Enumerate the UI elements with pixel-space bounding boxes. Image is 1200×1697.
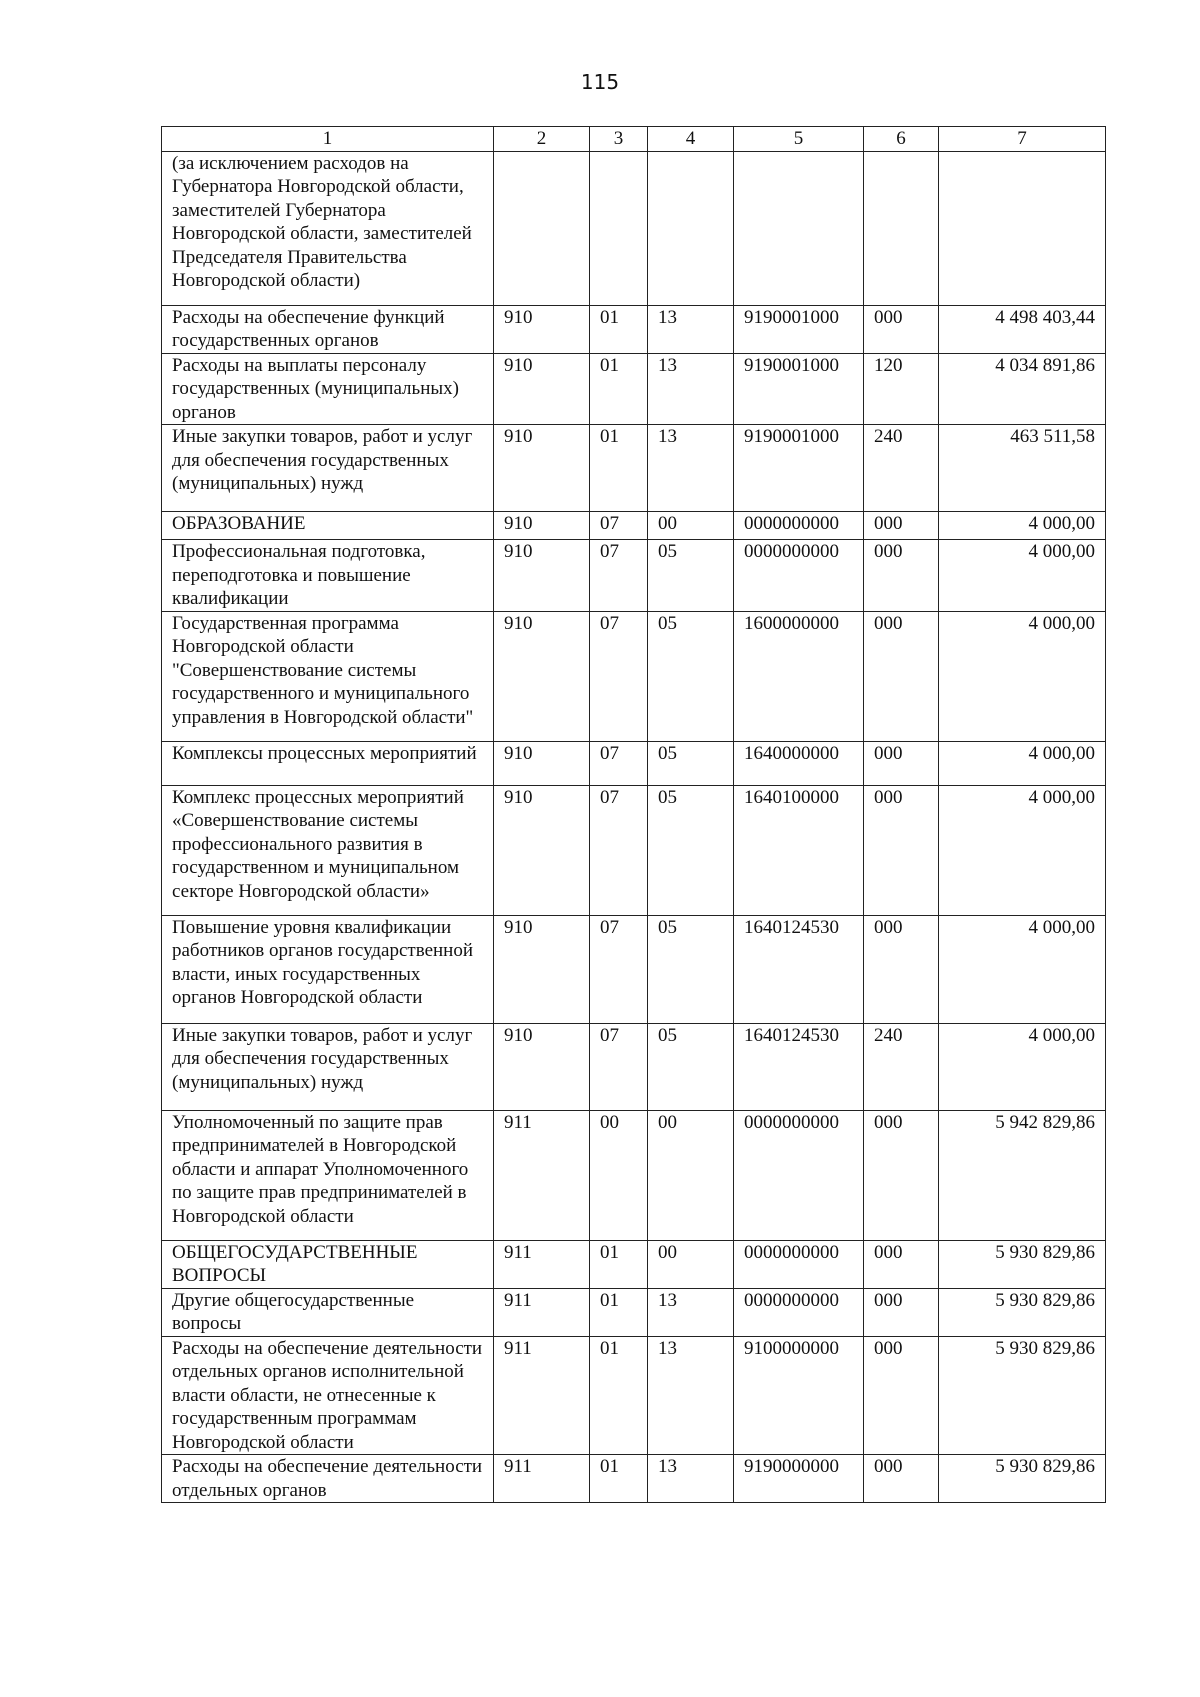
section-code-cell: 01 bbox=[590, 1288, 648, 1336]
grbs-code-cell: 911 bbox=[494, 1288, 590, 1336]
section-code-cell: 01 bbox=[590, 425, 648, 512]
table-row bbox=[162, 1110, 1106, 1240]
expense-type-cell: 120 bbox=[864, 353, 939, 425]
target-article-cell: 9190001000 bbox=[734, 353, 864, 425]
section-code-cell: 07 bbox=[590, 741, 648, 785]
amount-cell: 4 000,00 bbox=[939, 1023, 1106, 1110]
subsection-code-cell: 13 bbox=[648, 1288, 734, 1336]
expense-type-cell: 240 bbox=[864, 425, 939, 512]
grbs-code-cell: 910 bbox=[494, 353, 590, 425]
grbs-code-cell: 910 bbox=[494, 1023, 590, 1110]
table-row bbox=[162, 741, 1106, 785]
expense-type-cell: 000 bbox=[864, 915, 939, 1023]
target-article-cell: 0000000000 bbox=[734, 540, 864, 612]
header-cell-4: 4 bbox=[648, 127, 734, 152]
subsection-code-cell: 05 bbox=[648, 741, 734, 785]
subsection-code-cell: 05 bbox=[648, 1023, 734, 1110]
expense-name-cell: Комплекс процессных мероприятий «Совершенствование системы профессионального развития в государственном и муниципальном секторе Новгородской области» bbox=[162, 785, 494, 915]
target-article-cell: 9190001000 bbox=[734, 425, 864, 512]
section-code-cell: 01 bbox=[590, 1240, 648, 1288]
section-code-cell: 01 bbox=[590, 305, 648, 353]
section-code-cell: 01 bbox=[590, 1455, 648, 1503]
table-row bbox=[162, 151, 1106, 305]
expense-name-cell: Уполномоченный по защите прав предпринимателей в Новгородской области и аппарат Уполномоченного по защите прав предпринимателей в Новгородской области bbox=[162, 1110, 494, 1240]
amount-cell: 5 930 829,86 bbox=[939, 1288, 1106, 1336]
subsection-code-cell: 13 bbox=[648, 1455, 734, 1503]
page-number: 115 bbox=[580, 70, 620, 94]
grbs-code-cell: 910 bbox=[494, 741, 590, 785]
target-article-cell: 1600000000 bbox=[734, 611, 864, 741]
amount-cell: 4 000,00 bbox=[939, 611, 1106, 741]
target-article-cell: 1640100000 bbox=[734, 785, 864, 915]
expense-name-cell: Расходы на обеспечение функций государственных органов bbox=[162, 305, 494, 353]
table-row bbox=[162, 540, 1106, 612]
subsection-code-cell: 05 bbox=[648, 540, 734, 612]
subsection-code-cell: 05 bbox=[648, 611, 734, 741]
table-row bbox=[162, 1023, 1106, 1110]
expense-type-cell: 000 bbox=[864, 540, 939, 612]
grbs-code-cell: 911 bbox=[494, 1240, 590, 1288]
expense-type-cell: 000 bbox=[864, 741, 939, 785]
expense-name-cell: Другие общегосударственные вопросы bbox=[162, 1288, 494, 1336]
amount-cell: 5 930 829,86 bbox=[939, 1240, 1106, 1288]
amount-cell: 5 930 829,86 bbox=[939, 1455, 1106, 1503]
subsection-code-cell: 00 bbox=[648, 1110, 734, 1240]
expense-type-cell: 000 bbox=[864, 1455, 939, 1503]
subsection-code-cell: 05 bbox=[648, 785, 734, 915]
table-row bbox=[162, 1336, 1106, 1455]
amount-cell: 463 511,58 bbox=[939, 425, 1106, 512]
header-cell-1: 1 bbox=[162, 127, 494, 152]
expense-name-cell: Комплексы процессных мероприятий bbox=[162, 741, 494, 785]
section-code-cell: 01 bbox=[590, 1336, 648, 1455]
table-row bbox=[162, 785, 1106, 915]
subsection-code-cell: 13 bbox=[648, 1336, 734, 1455]
grbs-code-cell: 910 bbox=[494, 540, 590, 612]
target-article-cell: 1640124530 bbox=[734, 915, 864, 1023]
target-article-cell: 1640000000 bbox=[734, 741, 864, 785]
expense-name-cell: Иные закупки товаров, работ и услуг для обеспечения государственных (муниципальных) нужд bbox=[162, 1023, 494, 1110]
target-article-cell bbox=[734, 151, 864, 305]
table-row bbox=[162, 1455, 1106, 1503]
table-row bbox=[162, 305, 1106, 353]
target-article-cell: 0000000000 bbox=[734, 512, 864, 540]
expense-type-cell: 000 bbox=[864, 785, 939, 915]
expense-name-cell: Повышение уровня квалификации работников органов государственной власти, иных государственных органов Новгородской области bbox=[162, 915, 494, 1023]
amount-cell bbox=[939, 151, 1106, 305]
table-header-row bbox=[162, 127, 1106, 152]
table-row bbox=[162, 611, 1106, 741]
header-cell-3: 3 bbox=[590, 127, 648, 152]
expense-name-cell: Расходы на обеспечение деятельности отдельных органов bbox=[162, 1455, 494, 1503]
section-code-cell bbox=[590, 151, 648, 305]
expense-name-cell: Государственная программа Новгородской области "Совершенствование системы государственного и муниципального управления в Новгородской области" bbox=[162, 611, 494, 741]
table-row bbox=[162, 425, 1106, 512]
header-cell-2: 2 bbox=[494, 127, 590, 152]
subsection-code-cell: 00 bbox=[648, 512, 734, 540]
expense-type-cell: 000 bbox=[864, 1288, 939, 1336]
section-code-cell: 07 bbox=[590, 611, 648, 741]
subsection-code-cell bbox=[648, 151, 734, 305]
subsection-code-cell: 00 bbox=[648, 1240, 734, 1288]
expense-type-cell bbox=[864, 151, 939, 305]
budget-table bbox=[161, 126, 1106, 1503]
expense-type-cell: 000 bbox=[864, 1110, 939, 1240]
target-article-cell: 9190000000 bbox=[734, 1455, 864, 1503]
grbs-code-cell bbox=[494, 151, 590, 305]
expense-type-cell: 000 bbox=[864, 1240, 939, 1288]
amount-cell: 4 000,00 bbox=[939, 741, 1106, 785]
table-row bbox=[162, 1240, 1106, 1288]
expense-name-cell: ОБЩЕГОСУДАРСТВЕННЫЕ ВОПРОСЫ bbox=[162, 1240, 494, 1288]
header-cell-7: 7 bbox=[939, 127, 1106, 152]
expense-type-cell: 000 bbox=[864, 1336, 939, 1455]
expense-name-cell: Профессиональная подготовка, переподготовка и повышение квалификации bbox=[162, 540, 494, 612]
header-cell-5: 5 bbox=[734, 127, 864, 152]
section-code-cell: 00 bbox=[590, 1110, 648, 1240]
amount-cell: 5 942 829,86 bbox=[939, 1110, 1106, 1240]
grbs-code-cell: 910 bbox=[494, 915, 590, 1023]
section-code-cell: 07 bbox=[590, 785, 648, 915]
amount-cell: 4 034 891,86 bbox=[939, 353, 1106, 425]
target-article-cell: 0000000000 bbox=[734, 1288, 864, 1336]
expense-name-cell: Расходы на обеспечение деятельности отдельных органов исполнительной власти области, не отнесенные к государственным программам Новгородской области bbox=[162, 1336, 494, 1455]
section-code-cell: 07 bbox=[590, 540, 648, 612]
grbs-code-cell: 910 bbox=[494, 611, 590, 741]
amount-cell: 4 000,00 bbox=[939, 785, 1106, 915]
grbs-code-cell: 910 bbox=[494, 512, 590, 540]
expense-type-cell: 240 bbox=[864, 1023, 939, 1110]
section-code-cell: 01 bbox=[590, 353, 648, 425]
amount-cell: 4 000,00 bbox=[939, 915, 1106, 1023]
table-row bbox=[162, 512, 1106, 540]
grbs-code-cell: 910 bbox=[494, 785, 590, 915]
section-code-cell: 07 bbox=[590, 915, 648, 1023]
expense-name-cell: Иные закупки товаров, работ и услуг для обеспечения государственных (муниципальных) нужд bbox=[162, 425, 494, 512]
header-cell-6: 6 bbox=[864, 127, 939, 152]
target-article-cell: 9190001000 bbox=[734, 305, 864, 353]
target-article-cell: 9100000000 bbox=[734, 1336, 864, 1455]
subsection-code-cell: 13 bbox=[648, 353, 734, 425]
table-row bbox=[162, 1288, 1106, 1336]
target-article-cell: 0000000000 bbox=[734, 1240, 864, 1288]
expense-type-cell: 000 bbox=[864, 512, 939, 540]
target-article-cell: 1640124530 bbox=[734, 1023, 864, 1110]
subsection-code-cell: 13 bbox=[648, 425, 734, 512]
amount-cell: 4 000,00 bbox=[939, 512, 1106, 540]
amount-cell: 4 000,00 bbox=[939, 540, 1106, 612]
expense-type-cell: 000 bbox=[864, 611, 939, 741]
grbs-code-cell: 910 bbox=[494, 425, 590, 512]
table-row bbox=[162, 915, 1106, 1023]
subsection-code-cell: 05 bbox=[648, 915, 734, 1023]
section-code-cell: 07 bbox=[590, 1023, 648, 1110]
grbs-code-cell: 911 bbox=[494, 1455, 590, 1503]
expense-name-cell: Расходы на выплаты персоналу государственных (муниципальных) органов bbox=[162, 353, 494, 425]
expense-name-cell: (за исключением расходов на Губернатора Новгородской области, заместителей Губернатора Новгородской области, заместителей Председателя Правительства Новгородской области) bbox=[162, 151, 494, 305]
section-code-cell: 07 bbox=[590, 512, 648, 540]
grbs-code-cell: 911 bbox=[494, 1336, 590, 1455]
amount-cell: 5 930 829,86 bbox=[939, 1336, 1106, 1455]
amount-cell: 4 498 403,44 bbox=[939, 305, 1106, 353]
table-row bbox=[162, 353, 1106, 425]
target-article-cell: 0000000000 bbox=[734, 1110, 864, 1240]
subsection-code-cell: 13 bbox=[648, 305, 734, 353]
expense-type-cell: 000 bbox=[864, 305, 939, 353]
expense-name-cell: ОБРАЗОВАНИЕ bbox=[162, 512, 494, 540]
grbs-code-cell: 911 bbox=[494, 1110, 590, 1240]
grbs-code-cell: 910 bbox=[494, 305, 590, 353]
